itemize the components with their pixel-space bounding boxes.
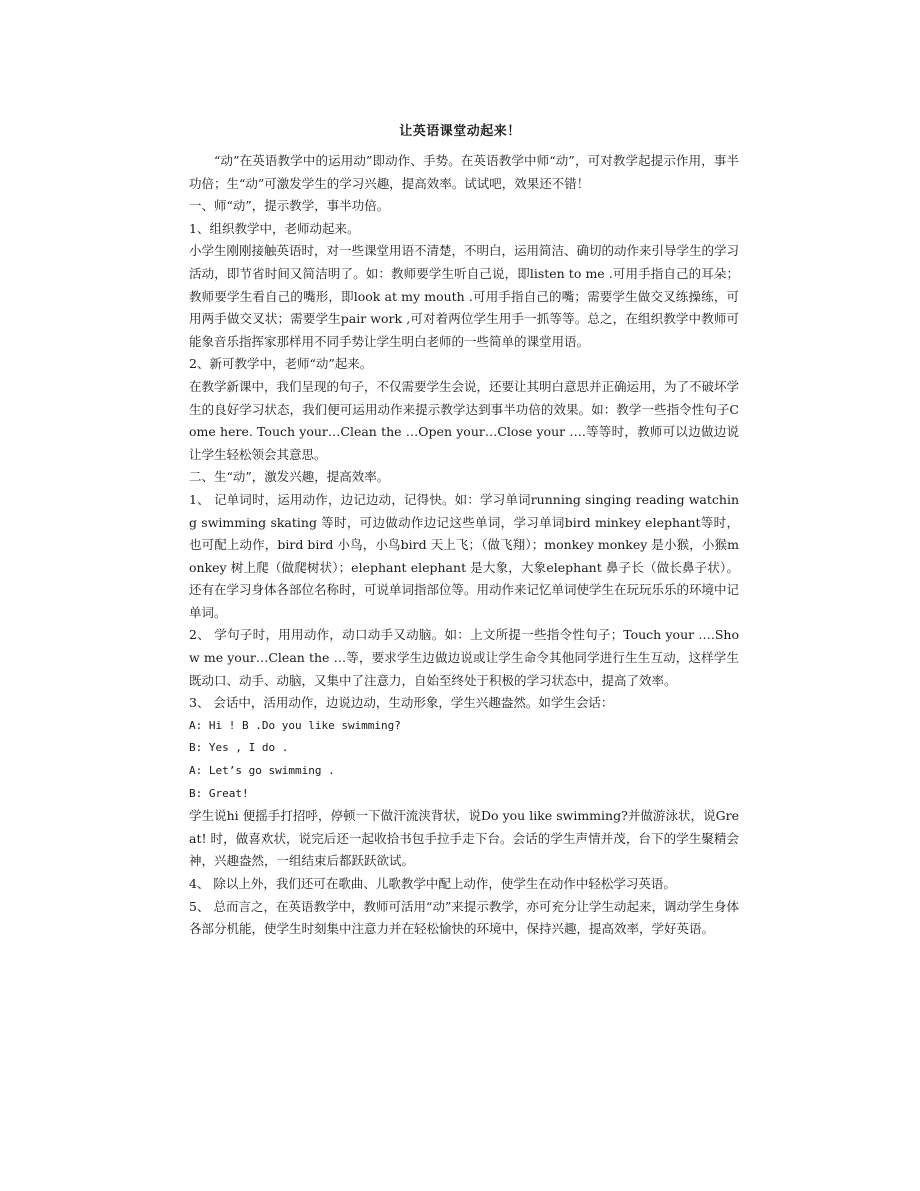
dialogue-line: A: Hi ! B .Do you like swimming?: [189, 718, 401, 732]
section-heading-2: 二、生“动”，激发兴趣，提高效率。: [189, 469, 390, 485]
document-title: 让英语课堂动起来！: [399, 124, 521, 139]
section-heading-1: 一、师“动”，提示教学，事半功倍。: [189, 198, 390, 214]
paragraph-sentences: 2、 学句子时，用用动作，动口动手又动脑。如：上文所提一些指令性句子；Touch your ….Show me your…Clean the …等，要求学生边做边说或让学生命令其他同学进行生生互动，这样学生既动口、动手、动脑，又集中了注意力，自始至终处于积极的学习状态中，提高了效率。: [189, 627, 739, 688]
dialogue-line: B: Great!: [189, 786, 249, 800]
dialogue-line: A: Let’s go swimming .: [189, 764, 335, 778]
paragraph-new-lesson: 在教学新课中，我们呈现的句子，不仅需要学生会说，还要让其明白意思并正确运用，为了不破坏学生的良好学习状态，我们便可运用动作来提示教学达到事半功倍的效果。如：教学一些指令性句子Come here. Touch your…Clean the …Open your…Close your ….等等时，教师可以边做边说让学生轻松领会其意思。: [189, 378, 740, 462]
dialogue-line: B: Yes , I do .: [189, 741, 289, 755]
paragraph-vocabulary: 1、 记单词时，运用动作，边记边动，记得快。如：学习单词running singing reading watching swimming skating 等时，可边做动作边记这些单词，学习单词bird minkey elephant等时，也可配上动作，bird bird 小鸟，小鸟bird 天上飞；（做飞翔）；monkey monkey 是小猴，小猴monkey 树上爬（做爬树状）；elephant elephant 是大象，大象elephant 鼻子长（做长鼻子状）。还有在学习身体各部位名称时，可说单词指部位等。用动作来记忆单词使学生在玩玩乐乐的环境中记单词。: [189, 491, 740, 620]
paragraph-dialogue-actions: 学生说hi 便摇手打招呼，停顿一下做汗流浃背状，说Do you like swimming?并做游泳状，说Great! 时，做喜欢状，说完后还一起收拾书包手拉手走下台。会话的学生声情并茂，台下的学生聚精会神，兴趣盎然，一组结束后都跃跃欲试。: [189, 808, 739, 869]
paragraph-organize-teaching: 小学生刚刚接触英语时，对一些课堂用语不清楚，不明白，运用简洁、确切的动作来引导学生的学习活动，即节省时间又简洁明了。如：教师要学生听自己说，即listen to me .可用手指自己的耳朵；教师要学生看自己的嘴形，即look at my mouth .可用手指自己的嘴；需要学生做交叉练操练，可用两手做交叉状；需要学生pair work ,可对着两位学生用手一抓等等。总之，在组织教学中教师可能象音乐指挥家那样用不同手势让学生明白老师的一些简单的课堂用语。: [189, 243, 740, 349]
subsection-heading-1-1: 1、组织教学中，老师动起来。: [189, 220, 360, 236]
intro-paragraph: “动”在英语教学中的运用动”即动作、手势。在英语教学中师“动”，可对教学起提示作用，事半功倍；生“动”可激发学生的学习兴趣，提高效率。试试吧，效果还不错！: [189, 153, 739, 191]
paragraph-conclusion: 5、 总而言之，在英语教学中，教师可活用“动”来提示教学，亦可充分让学生动起来，调动学生身体各部分机能，使学生时刻集中注意力并在轻松愉快的环境中，保持兴趣，提高效率，学好英语。: [189, 898, 739, 937]
paragraph-songs: 4、 除以上外，我们还可在歌曲、儿歌教学中配上动作，使学生在动作中轻松学习英语。: [189, 876, 676, 891]
subsection-heading-1-2: 2、新可教学中，老师“动”起来。: [189, 356, 373, 372]
paragraph-dialogue-intro: 3、 会话中，活用动作，边说边动，生动形象，学生兴趣盎然。如学生会话：: [189, 695, 614, 711]
document-body: [189, 150, 739, 941]
